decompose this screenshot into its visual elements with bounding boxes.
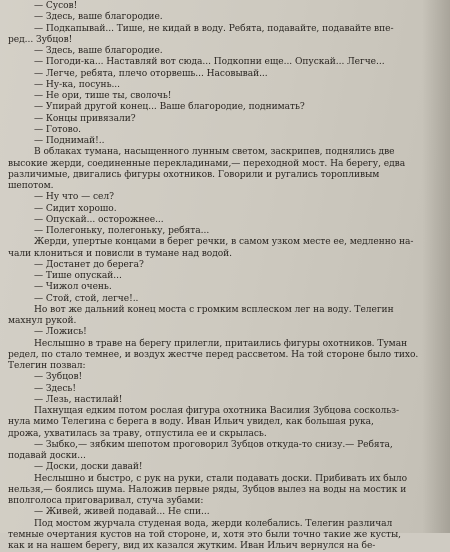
text-line: Но вот же дальний конец моста с громким всплеском лег на воду. Телегин xyxy=(34,304,394,315)
text-line: Неслышно и быстро, с рук на руки, стали подавать доски. Прибивать их было xyxy=(34,473,408,484)
dialogue-line: — Тише опускай... xyxy=(34,271,122,281)
text-line: Жерди, упертые концами в берег речки, в самом узком месте ее, медленно на- xyxy=(34,237,414,248)
dialogue-line: — Живей, живей подавай... Не спи... xyxy=(34,507,210,518)
text-line: шепотом. xyxy=(8,181,54,191)
dialogue-line: — Здесь, ваше благородие. xyxy=(34,46,163,56)
dialogue-line: — Зубцов! xyxy=(34,372,83,383)
text-line: различимые, двигались фигуры охотников. Говорили и ругались торопливым xyxy=(8,169,380,180)
dialogue-line: — Легче, ребята, плечо оторвешь... Насовывай... xyxy=(34,68,268,79)
dialogue-line: — Подкапывай... Тише, не кидай в воду. Ребята, подавайте, подавайте впе- xyxy=(34,23,394,34)
text-line: чали клониться и повисли в тумане над водой. xyxy=(8,248,233,259)
text-line: Пахнущая едким потом рослая фигура охотника Василия Зубцова соскольз- xyxy=(34,406,400,416)
dialogue-line: — Лезь, настилай! xyxy=(34,394,123,405)
dialogue-line: — Ложись! xyxy=(34,327,87,338)
text-line: ред... Зубцов! xyxy=(8,34,73,45)
text-line: Неслышно в траве на берегу прилегли, притаились фигуры охотников. Туман xyxy=(34,338,408,349)
dialogue-line: — Погоди-ка... Наставляй вот сюда... Подкопни еще... Опускай... Легче... xyxy=(34,57,385,68)
dialogue-line: — Ну что — сел? xyxy=(34,192,114,203)
text-line: Под мостом журчала студеная вода, жерди колебались. Телегин различал xyxy=(34,518,393,529)
dialogue-line: — Зыбко,— зябким шепотом проговорил Зубцов откуда-то снизу.— Ребята, xyxy=(34,439,393,450)
dialogue-line: — Сидит хорошо. xyxy=(34,203,117,214)
dialogue-line: — Полегоньку, полегоньку, ребята... xyxy=(34,226,210,236)
dialogue-line: — Стой, стой, легче!.. xyxy=(34,293,139,304)
dialogue-line: — Готово. xyxy=(34,124,82,135)
dialogue-line: — Поднимай!.. xyxy=(34,136,105,146)
text-line: темные очертания кустов на той стороне, и, хотя это были точно такие же кусты, xyxy=(8,529,402,540)
dialogue-line: — Чижол очень. xyxy=(34,282,112,293)
dialogue-line: — Не ори, тише ты, сволочь! xyxy=(34,91,172,101)
dialogue-line: — Опускай... осторожнее... xyxy=(34,214,164,225)
text-line: подавай доски... xyxy=(8,451,86,461)
dialogue-line: — Доски, доски давай! xyxy=(34,462,143,473)
text-line: нула мимо Телегина с берега в воду. Иван Ильич увидел, как большая рука, xyxy=(8,417,374,428)
text-line: высокие жерди, соединенные перекладинами,— переходной мост. На берегу, едва xyxy=(8,158,406,169)
dialogue-line: — Ну-ка, посунь... xyxy=(34,79,120,90)
dialogue-line: — Здесь! xyxy=(34,383,76,394)
text-line: махнул рукой. xyxy=(8,316,77,326)
text-line: Телегин позвал: xyxy=(8,361,86,371)
text-line: нельзя,— боялись шума. Наложив первые ряды, Зубцов вылез на воды на мостик и xyxy=(8,484,407,495)
text-line: редел, по стало темнее, и воздух жестче перед рассветом. На той стороне было тихо. xyxy=(8,349,419,360)
text-line: дрожа, ухватилась за траву, отпустила ее и скрылась. xyxy=(8,428,267,439)
dialogue-line: — Достанет до берега? xyxy=(34,259,144,270)
text-line: как и на нашем берегу, вид их казался жутким. Иван Ильич вернулся на бе- xyxy=(8,541,376,551)
text-line: вполголоса приговаривал, стуча зубами: xyxy=(8,496,204,506)
dialogue-line: — Здесь, ваше благородие. xyxy=(34,12,163,23)
dialogue-line: — Концы привязали? xyxy=(34,113,136,124)
dialogue-line: — Упирай другой конец... Ваше благородие, поднимать? xyxy=(34,102,305,113)
text-line: В облаках тумана, насыщенного лунным светом, заскрипев, поднялись две xyxy=(34,147,395,158)
dialogue-line: — Сусов! xyxy=(34,1,78,11)
